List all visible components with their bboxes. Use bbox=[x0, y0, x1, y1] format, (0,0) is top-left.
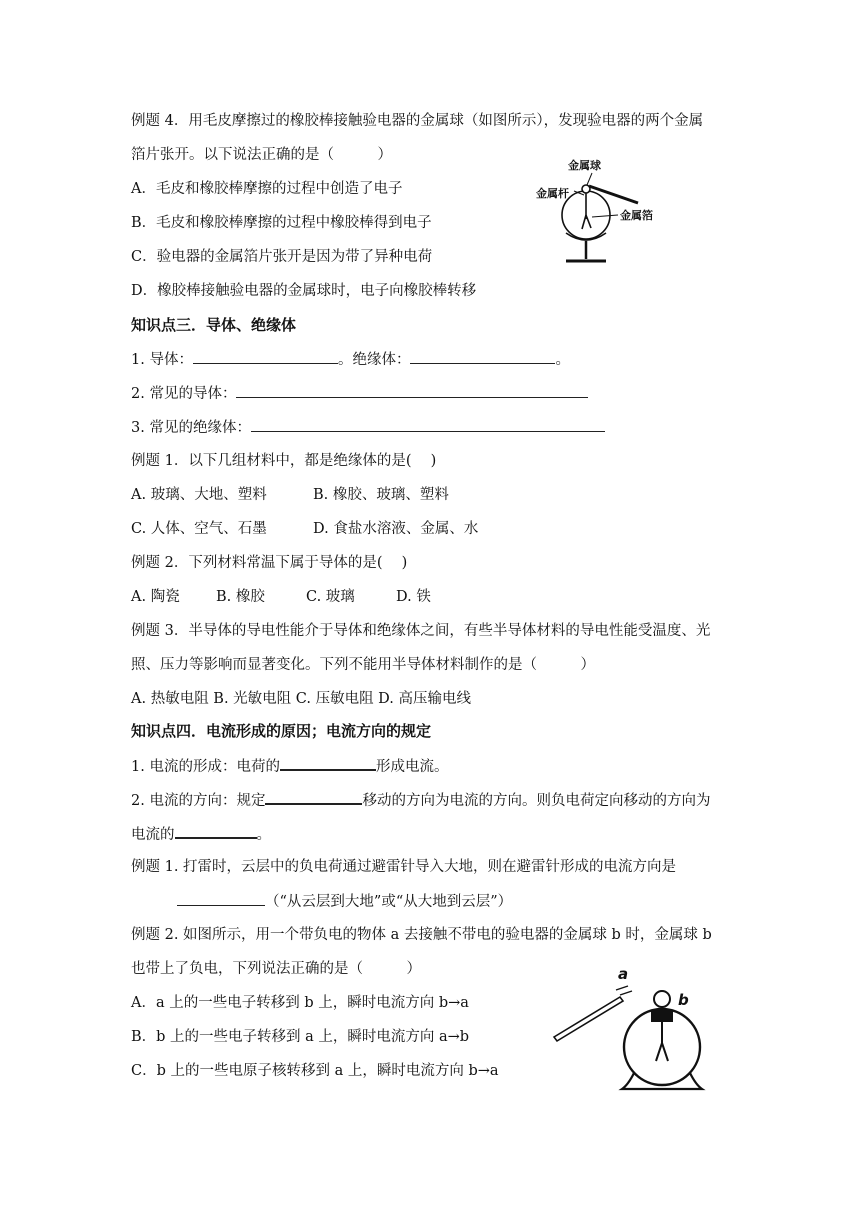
k4-ex2-question-line2: 也带上了负电，下列说法正确的是（ ） bbox=[131, 961, 421, 977]
k3-ex1-options-row1 bbox=[131, 485, 449, 505]
k3-line2 bbox=[131, 383, 588, 404]
foil-right-2 bbox=[662, 1043, 668, 1061]
label-b: b bbox=[678, 991, 689, 1009]
label-metal-rod: 金属杆 bbox=[536, 187, 569, 200]
k4-direction-label: 2. 电流的方向：规定 bbox=[131, 793, 266, 809]
ex4-option-a: A．毛皮和橡胶棒摩擦的过程中创造了电子 bbox=[131, 181, 403, 197]
k4-line3 bbox=[131, 823, 271, 845]
k4-direction-suffix: 移动的方向为电流的方向。则负电荷定向移动的方向为 bbox=[362, 793, 711, 809]
k3-common-conductors-label: 2. 常见的导体： bbox=[131, 386, 237, 402]
k4-ex1-question-line2 bbox=[177, 891, 512, 912]
rod-tip-mark-1 bbox=[620, 991, 632, 995]
label-metal-foil: 金属箔 bbox=[620, 209, 653, 222]
ex4-question-line1: 例题 4．用毛皮摩擦过的橡胶棒接触验电器的金属球（如图所示），发现验电器的两个金属 bbox=[131, 113, 704, 129]
section-title-k4: 知识点四．电流形成的原因；电流方向的规定 bbox=[131, 722, 432, 740]
blank-current-direction[interactable] bbox=[265, 789, 362, 805]
k4-line1 bbox=[131, 755, 448, 777]
k3-ex1-options-row2 bbox=[131, 519, 478, 539]
k4-line2 bbox=[131, 789, 710, 811]
k4-ex2-option-a: A．a 上的一些电子转移到 b 上，瞬时电流方向 b→a bbox=[131, 995, 469, 1011]
ex4-option-b: B．毛皮和橡胶棒摩擦的过程中橡胶棒得到电子 bbox=[131, 215, 432, 231]
foil-right bbox=[586, 215, 591, 228]
electroscope-figure bbox=[530, 155, 660, 270]
label-metal-ball: 金属球 bbox=[568, 159, 601, 172]
k3-ex2-option-c: C. 玻璃 bbox=[306, 589, 355, 605]
blank-common-conductors[interactable] bbox=[236, 383, 588, 398]
k4-negative-suffix: 。 bbox=[256, 827, 271, 843]
k4-negative-label: 电流的 bbox=[131, 827, 175, 843]
k4-ex2-option-c: C．b 上的一些电原子核转移到 a 上，瞬时电流方向 b→a bbox=[131, 1063, 499, 1079]
k4-ex1-choice-hint: （“从云层到大地”或“从大地到云层”） bbox=[265, 894, 513, 910]
k3-ex2-options bbox=[131, 587, 431, 607]
foil-left-2 bbox=[656, 1043, 662, 1061]
rod-tip-mark-2 bbox=[616, 986, 628, 990]
k3-ex1-option-a: A. 玻璃、大地、塑料 bbox=[131, 487, 267, 503]
blank-conductor-def[interactable] bbox=[193, 349, 338, 364]
leader-foil bbox=[592, 215, 618, 217]
metal-ball bbox=[582, 185, 590, 193]
k4-formation-label: 1. 电流的形成：电荷的 bbox=[131, 759, 280, 775]
k3-common-insulators-label: 3. 常见的绝缘体： bbox=[131, 420, 251, 436]
blank-negative-direction[interactable] bbox=[175, 823, 257, 839]
k3-ex1-option-d: D. 食盐水溶液、金属、水 bbox=[313, 521, 479, 537]
blank-insulator-def[interactable] bbox=[410, 349, 555, 364]
k3-ex1-option-b: B. 橡胶、玻璃、塑料 bbox=[313, 487, 449, 503]
k4-ex2-option-b: B．b 上的一些电子转移到 a 上，瞬时电流方向 a→b bbox=[131, 1029, 470, 1045]
charged-rod-a bbox=[554, 997, 623, 1041]
k3-period: 。 bbox=[555, 352, 570, 368]
electroscope-figure-2 bbox=[542, 965, 707, 1100]
k4-ex1-question-line1: 例题 1. 打雷时，云层中的负电荷通过避雷针导入大地，则在避雷针形成的电流方向是 bbox=[131, 859, 677, 875]
blank-current-formation[interactable] bbox=[280, 755, 376, 771]
k4-formation-suffix: 形成电流。 bbox=[375, 759, 449, 775]
k3-ex2-question: 例题 2．下列材料常温下属于导体的是( ) bbox=[131, 555, 408, 571]
k3-conductor-label: 1. 导体： bbox=[131, 352, 193, 368]
stopper bbox=[652, 1011, 672, 1021]
label-a: a bbox=[618, 965, 629, 983]
k3-line3 bbox=[131, 417, 605, 438]
k4-ex2-question-line1: 例题 2. 如图所示，用一个带负电的物体 a 去接触不带电的验电器的金属球 b 时，金属球 b bbox=[131, 927, 712, 943]
rubber-rod bbox=[589, 186, 638, 203]
ex4-option-d: D．橡胶棒接触验电器的金属球时，电子向橡胶棒转移 bbox=[131, 283, 477, 299]
k3-line1 bbox=[131, 349, 570, 370]
k3-ex2-option-a: A. 陶瓷 bbox=[131, 589, 180, 605]
ex4-question-line2: 箔片张开。以下说法正确的是（ ） bbox=[131, 147, 392, 163]
leader-ball bbox=[587, 173, 592, 185]
foil-left bbox=[582, 215, 586, 229]
k3-ex1-option-c: C. 人体、空气、石墨 bbox=[131, 521, 267, 537]
blank-lightning-current[interactable] bbox=[177, 891, 265, 906]
section-title-k3: 知识点三．导体、绝缘体 bbox=[131, 316, 297, 334]
ex4-option-c: C．验电器的金属箔片张开是因为带了异种电荷 bbox=[131, 249, 433, 265]
k3-ex1-question: 例题 1．以下几组材料中，都是绝缘体的是( ) bbox=[131, 453, 437, 469]
k3-ex3-options: A. 热敏电阻 B. 光敏电阻 C. 压敏电阻 D. 高压输电线 bbox=[131, 691, 472, 707]
k3-ex3-question-line1: 例题 3．半导体的导电性能介于导体和绝缘体之间，有些半导体材料的导电性能受温度、光 bbox=[131, 623, 711, 639]
blank-common-insulators[interactable] bbox=[251, 417, 605, 432]
metal-ball-b bbox=[654, 991, 670, 1007]
k3-insulator-label: 。绝缘体： bbox=[337, 352, 411, 368]
k3-ex3-question-line2: 照、压力等影响而显著变化。下列不能用半导体材料制作的是（ ） bbox=[131, 657, 595, 673]
electroscope-stand bbox=[622, 1073, 702, 1089]
k3-ex2-option-d: D. 铁 bbox=[396, 589, 431, 605]
k3-ex2-option-b: B. 橡胶 bbox=[216, 589, 265, 605]
